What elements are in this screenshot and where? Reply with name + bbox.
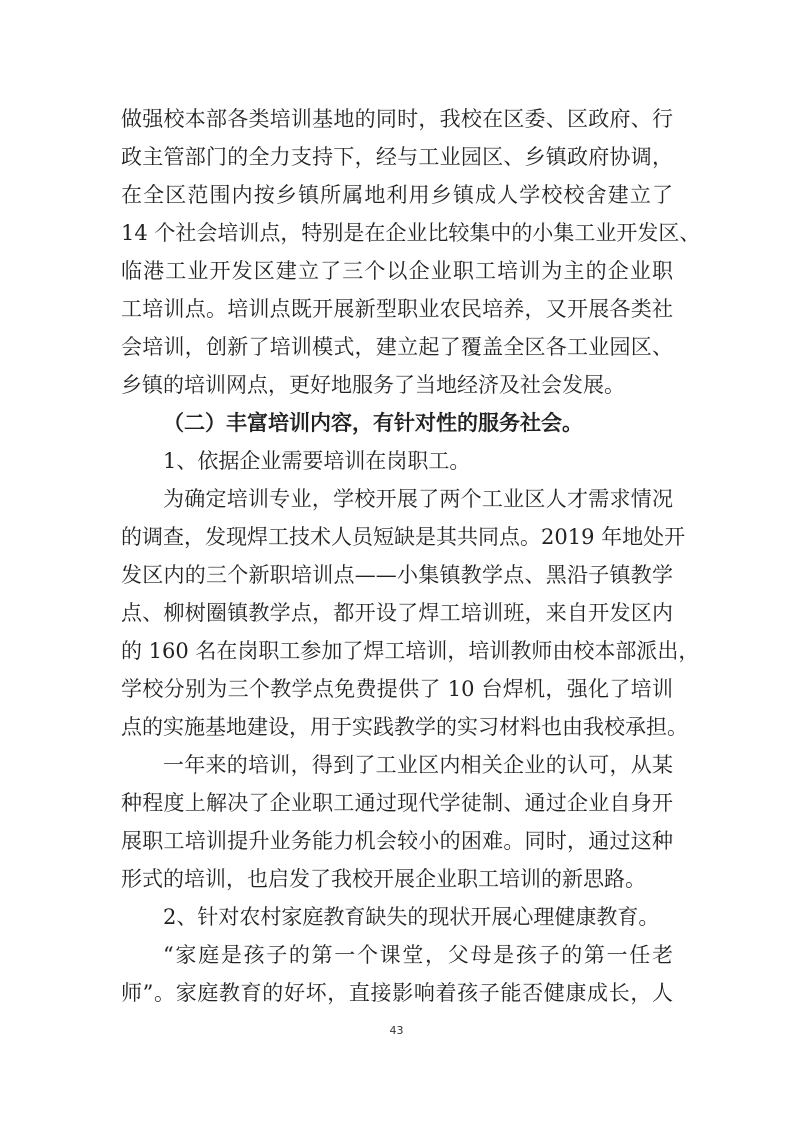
paragraph-line: 为确定培训专业，学校开展了两个工业区人才需求情况 [163,487,673,511]
paragraph-line: 14 个社会培训点，特别是在企业比较集中的小集工业开发区、 [121,221,701,245]
paragraph-line: 形式的培训，也启发了我校开展企业职工培训的新思路。 [121,867,646,891]
paragraph-line: 的调查，发现焊工技术人员短缺是其共同点。2019 年地处开 [121,525,686,549]
subheading: 2、针对农村家庭教育缺失的现状开展心理健康教育。 [163,905,660,929]
paragraph-line: 的 160 名在岗职工参加了焊工培训，培训教师由校本部派出， [121,639,700,663]
paragraph-line: 学校分别为三个教学点免费提供了 10 台焊机，强化了培训 [121,677,673,701]
paragraph-line: 乡镇的培训网点，更好地服务了当地经济及社会发展。 [121,373,625,397]
paragraph-line: 点、柳树圈镇教学点，都开设了焊工培训班，来自开发区内 [121,601,673,625]
subheading: 1、依据企业需要培训在岗职工。 [163,449,471,473]
paragraph-line: 师”。家庭教育的好坏，直接影响着孩子能否健康成长，人 [121,981,673,1005]
paragraph-line: 展职工培训提升业务能力机会较小的困难。同时，通过这种 [121,829,673,853]
paragraph-line: 做强校本部各类培训基地的同时，我校在区委、区政府、行 [121,107,673,131]
paragraph-line: 会培训，创新了培训模式，建立起了覆盖全区各工业园区、 [121,335,673,359]
paragraph-line: 点的实施基地建设，用于实践教学的实习材料也由我校承担。 [121,715,688,739]
paragraph-line: 临港工业开发区建立了三个以企业职工培训为主的企业职 [121,259,673,283]
paragraph-line: 一年来的培训，得到了工业区内相关企业的认可，从某 [163,753,673,777]
paragraph-line: 发区内的三个新职培训点——小集镇教学点、黑沿子镇教学 [121,563,673,587]
section-heading: （二）丰富培训内容，有针对性的服务社会。 [163,410,583,435]
page-number: 43 [389,1024,404,1037]
paragraph-line: 种程度上解决了企业职工通过现代学徒制、通过企业自身开 [121,791,673,815]
paragraph-line: 政主管部门的全力支持下，经与工业园区、乡镇政府协调， [121,145,673,169]
paragraph-line: 在全区范围内按乡镇所属地利用乡镇成人学校校舍建立了 [121,183,673,207]
paragraph-line: “家庭是孩子的第一个课堂，父母是孩子的第一任老 [163,943,673,967]
paragraph-line: 工培训点。培训点既开展新型职业农民培养，又开展各类社 [121,297,673,321]
